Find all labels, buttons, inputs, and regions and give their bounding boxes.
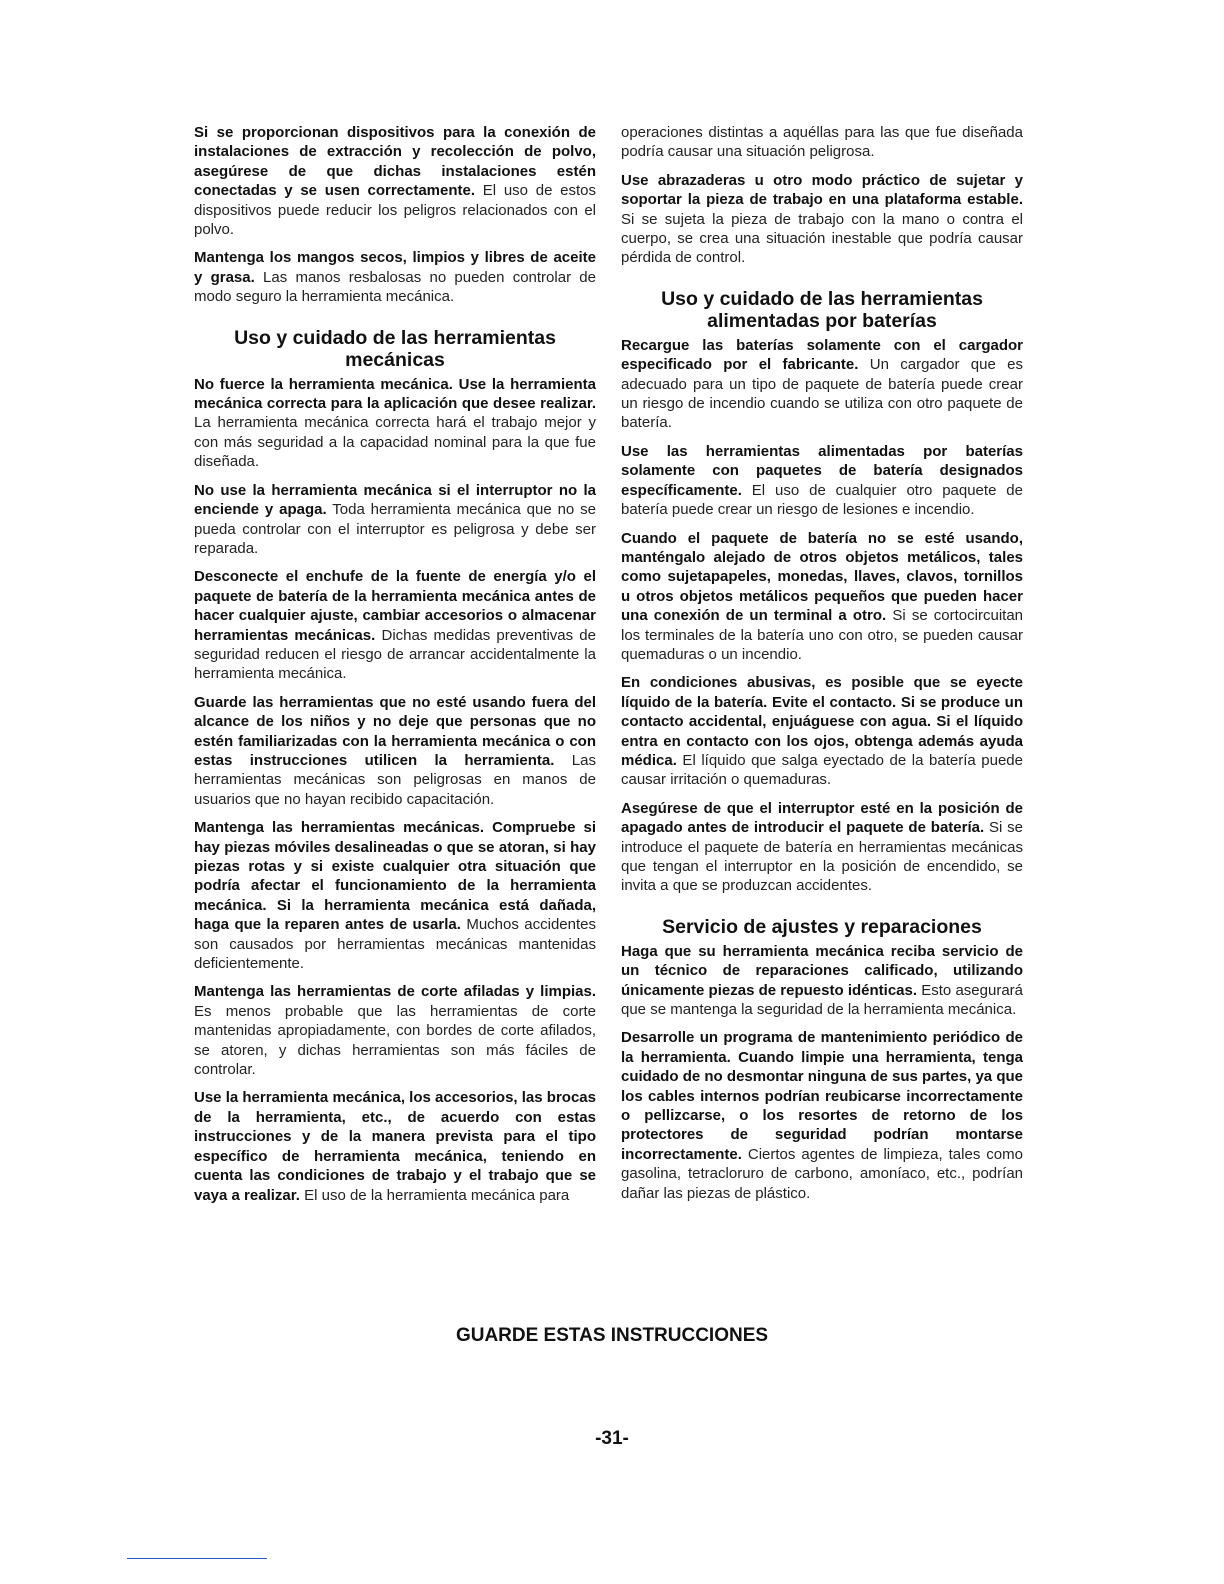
- paragraph: [194, 375, 596, 472]
- paragraph-body: El uso de cualquier otro paquete de batería puede crear un riesgo de lesiones e incendio.: [621, 481, 1023, 519]
- paragraph-body: operaciones distintas a aquéllas para las que fue diseñada podría causar una situación peligrosa.: [621, 124, 1023, 161]
- paragraph-body: Si se cortocircuitan los terminales de la batería uno con otro, se pueden causar quemaduras o un incendio.: [621, 607, 1023, 663]
- paragraph-body: Un cargador que es adecuado para un tipo de paquete de batería puede crear un riesgo de incendio cuando se utiliza con otro paquete de batería.: [621, 356, 1023, 432]
- paragraph-body: Si se introduce el paquete de batería en herramientas mecánicas que tengan el interruptor en la posición de encendido, se invita a que se produzcan accidentes.: [621, 819, 1024, 895]
- paragraph-body: Ciertos agentes de limpieza, tales como gasolina, tetracloruro de carbono, amoníaco, etc., podrían dañar las piezas de plástico.: [621, 1145, 1023, 1202]
- paragraph-lead: Asegúrese de que el interruptor esté en la posición de apagado antes de introducir el paquete de batería.: [621, 799, 1023, 837]
- paragraph: [621, 529, 1023, 665]
- paragraph: [194, 248, 596, 306]
- paragraph: [621, 123, 1023, 162]
- paragraph-body: El uso de estos dispositivos puede reducir los peligros relacionados con el polvo.: [194, 182, 596, 239]
- paragraph: [621, 171, 1023, 268]
- save-instructions-title: GUARDE ESTAS INSTRUCCIONES: [455, 1325, 769, 1346]
- paragraph-body: Las manos resbalosas no pueden controlar de modo seguro la herramienta mecánica.: [194, 268, 596, 306]
- paragraph-lead: En condiciones abusivas, es posible que se eyecte líquido de la batería. Evite el contacto. Si se produce un contacto accidental, enjuáguese con agua. Si el líquido entra en contacto con los ojos, obtenga además ayuda médica.: [621, 674, 1023, 769]
- paragraph: [194, 123, 596, 239]
- paragraph-body: Las herramientas mecánicas son peligrosas en manos de usuarios que no hayan recibido capacitación.: [194, 751, 596, 808]
- section-heading: Uso y cuidado de las herramientas mecánicas: [234, 326, 556, 371]
- page-number: -31-: [595, 1428, 629, 1449]
- paragraph-lead: Mantenga las herramientas de corte afiladas y limpias.: [194, 983, 596, 1001]
- paragraph: [621, 799, 1023, 896]
- paragraph: [194, 1088, 596, 1204]
- paragraph-lead: Mantenga los mangos secos, limpios y libres de aceite y grasa.: [194, 249, 596, 286]
- right-column: [621, 123, 1023, 1212]
- paragraph: [621, 1028, 1023, 1203]
- paragraph-body: Si se sujeta la pieza de trabajo con la mano o contra el cuerpo, se crea una situación inestable que podría causar pérdida de control.: [621, 210, 1023, 267]
- paragraph: [621, 336, 1023, 433]
- paragraph: [194, 982, 596, 1079]
- paragraph: [621, 942, 1023, 1020]
- paragraph-body: Toda herramienta mecánica que no se pueda controlar con el interruptor es peligrosa y debe ser reparada.: [194, 501, 596, 557]
- paragraph: [194, 481, 596, 559]
- paragraph-lead: Recargue las baterías solamente con el cargador especificado por el fabricante.: [621, 336, 1023, 374]
- paragraph: [194, 693, 596, 809]
- paragraph: [621, 673, 1023, 789]
- paragraph-lead: Use las herramientas alimentadas por baterías solamente con paquetes de batería designados específicamente.: [621, 442, 1023, 499]
- paragraph-lead: Desconecte el enchufe de la fuente de energía y/o el paquete de batería de la herramienta mecánica antes de hacer cualquier ajuste, cambiar accesorios o almacenar herramientas mecánicas.: [194, 568, 596, 644]
- paragraph-body: La herramienta mecánica correcta hará el trabajo mejor y con más seguridad a la capacidad nominal para la que fue diseñada.: [194, 414, 596, 471]
- paragraph-lead: Guarde las herramientas que no esté usando fuera del alcance de los niños y no deje que personas que no estén familiarizadas con la herramienta mecánica o con estas instrucciones utilicen la herramienta.: [194, 693, 596, 769]
- paragraph-lead: Cuando el paquete de batería no se esté usando, manténgalo alejado de otros objetos metálicos, tales como sujetapapeles, monedas, llaves, clavos, tornillos u otros objetos metálicos pequeños que pueden hacer una conexión de un terminal a otro.: [621, 529, 1023, 625]
- paragraph-body: Dichas medidas preventivas de seguridad reducen el riesgo de arrancar accidentalmente la herramienta mecánica.: [194, 626, 596, 683]
- section-heading: Servicio de ajustes y reparaciones: [662, 915, 982, 938]
- left-column: [194, 123, 596, 1214]
- paragraph-lead: No fuerce la herramienta mecánica. Use la herramienta mecánica correcta para la aplicación que desee realizar.: [194, 375, 596, 413]
- paragraph-lead: Use abrazaderas u otro modo práctico de sujetar y soportar la pieza de trabajo en una plataforma estable.: [621, 171, 1023, 209]
- paragraph-body: El uso de la herramienta mecánica para: [299, 1186, 570, 1204]
- section-heading: Uso y cuidado de las herramientas alimentadas por baterías: [661, 287, 983, 332]
- paragraph-lead: Si se proporcionan dispositivos para la conexión de instalaciones de extracción y recolección de polvo, asegúrese de que dichas instalaciones estén conectadas y se usen correctamente.: [194, 124, 596, 200]
- paragraph-lead: Mantenga las herramientas mecánicas. Compruebe si hay piezas móviles desalineadas o que se atoran, si hay piezas rotas y si existe cualquier otra situación que podría afectar el funcionamiento de la herramienta mecánica. Si la herramienta mecánica está dañada, haga que la reparen antes de usarla.: [194, 819, 596, 934]
- paragraph-body: Muchos accidentes son causados por herramientas mecánicas mantenidas deficientemente.: [194, 916, 596, 973]
- paragraph-body: El líquido que salga eyectado de la batería puede causar irritación o quemaduras.: [621, 751, 1023, 789]
- paragraph: [194, 567, 596, 683]
- footnote-rule: [127, 1558, 267, 1559]
- paragraph-lead: Desarrolle un programa de mantenimiento periódico de la herramienta. Cuando limpie una herramienta, tenga cuidado de no desmontar ninguna de sus partes, ya que los cables internos podrían reubicarse incorrectamente o pellizcarse, o los resortes de retorno de los protectores de seguridad podrían montarse incorrectamente.: [621, 1029, 1023, 1163]
- paragraph-lead: No use la herramienta mecánica si el interruptor no la enciende y apaga.: [194, 481, 596, 519]
- paragraph: [194, 818, 596, 973]
- paragraph-lead: Use la herramienta mecánica, los accesorios, las brocas de la herramienta, etc., de acuerdo con estas instrucciones y de la manera prevista para el tipo específico de herramienta mecánica, teniendo en cuenta las condiciones de trabajo y el trabajo que se vaya a realizar.: [194, 1089, 596, 1204]
- paragraph-lead: Haga que su herramienta mecánica reciba servicio de un técnico de reparaciones calificado, utilizando únicamente piezas de repuesto idénticas.: [621, 942, 1023, 999]
- paragraph-body: Es menos probable que las herramientas de corte mantenidas apropiadamente, con bordes de corte afilados, se atoren, y dichas herramientas son más fáciles de controlar.: [194, 1002, 596, 1079]
- paragraph-body: Esto asegurará que se mantenga la seguridad de la herramienta mecánica.: [621, 981, 1023, 1019]
- paragraph: [621, 442, 1023, 520]
